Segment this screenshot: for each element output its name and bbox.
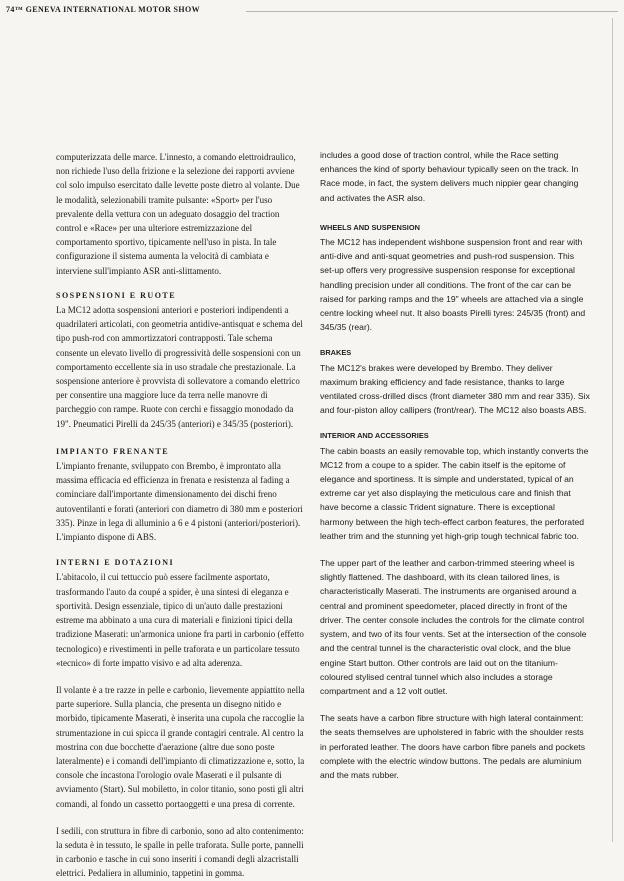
wheels-heading: WHEELS AND SUSPENSION [320, 222, 420, 232]
header-title: 74™ GENEVA INTERNATIONAL MOTOR SHOW [6, 5, 201, 14]
sospensioni-text: La MC12 adotta sospensioni anteriori e posteriori indipendenti a quadrilateri articolati, con geometria antidive-antisquat e schema del tipo push-rod con ammortizzatori contrapposti. Tale schema consente un elevato livello di progressività delle sospensioni con un comportamento eccellente sia in uso stradale che prestazionale. La sospensione anteriore è provvista di sollevatore a comando elettrico per consentire una maggiore luce da terra nelle manovre di parcheggio con rampe. Ruote con cerchi e fissaggio monodado da 19". Pneumatici Pirelli da 245/35 (anteriori) e 345/35 (posteriori). [56, 305, 303, 429]
page-header [6, 4, 618, 16]
sospensioni-heading: SOSPENSIONI E RUOTE [56, 290, 177, 300]
page-spine-line [612, 18, 613, 842]
header-rule [246, 11, 618, 12]
impianto-heading: IMPIANTO FRENANTE [56, 446, 170, 456]
brakes-text: The MC12's brakes were developed by Brembo. They deliver maximum braking efficiency and fade resistance, thanks to large ventilated cross-drilled discs (front diameter 380 mm and rear 335). Six and four-piston alloy callipers (front/rear). The MC12 also boasts ABS. [320, 362, 590, 416]
interni-paragraph-1: L'abitacolo, il cui tettuccio può essere facilmente asportato, trasformando l'auto da coupé a spider, è una sintesi di eleganza e sportività. Design essenziale, tipico di un'auto dalle prestazioni estreme ma abbinato a una cura di materiali e finizioni tipici della tradizione Maserati: un'armonica unione fra parti in carbonio (effetto tecnologico) e rivestimenti in pelle traforata e un particolare tessuto «tecnico» di forte impatto visivo e ad alta aderenza. [56, 572, 304, 668]
interior-paragraph-1: The cabin boasts an easily removable top, which instantly converts the MC12 from a coupe to a spider. The cabin itself is the epitome of elegance and sportiness. It is simple and understated, typical of an extreme car yet also displaying the meticulous care and finish that have become a classic Trident signature. There is exceptional harmony between the high tech-effect carbon features, the perforated leather trim and the stunning yet high-grip tough technical fabric too. [320, 445, 589, 541]
english-column [320, 148, 590, 782]
interni-paragraph-3: I sedili, con struttura in fibre di carbonio, sono ad alto contenimento: la seduta è in tessuto, le spalle in pelle traforata. Sulle porte, pannelli in carbonio e tasche in cui sono inseriti i comandi degli alzacristalli elettrici. Pedaliera in alluminio, tappetini in gomma. [56, 825, 304, 879]
italian-intro: computerizzata delle marce. L'innesto, a comando elettroidraulico, non richiede l'uso della frizione e la selezione dei rapporti avviene col solo impulso esercitato dalle levette poste dietro al volante. Due le modalità, selezionabili tramite pulsante: «Sport» per l'uso prevalente della vettura con un adeguato dosaggio del traction control e «Race» per una ulteriore estremizzazione del comportamento sportivo, tipicamente nell'uso in pista. In tale configurazione il sistema aumenta la velocità di cambiata e interviene sull'impianto ASR anti-slittamento. [56, 152, 300, 276]
interior-paragraph-2: The upper part of the leather and carbon-trimmed steering wheel is slightly flattened. The dashboard, with its clean tailored lines, is characteristically Maserati. The instruments are organised around a central and prominent speedometer, placed directly in front of the driver. The center console includes the controls for the climate control system, and two of its four vents. Set at the intersection of the console and the central tunnel is the characteristic oval clock, and the blue engine Start button. Other controls are laid out on the titanium-coloured stylised central tunnel which also includes a storage compartment and a 12 volt outlet. [320, 558, 587, 696]
interni-paragraph-2: Il volante è a tre razze in pelle e carbonio, lievemente appiattito nella parte superiore. Sulla plancia, che presenta un disegno nitido e morbido, tipicamente Maserati, è inserita una cupola che raccoglie la strumentazione in cui spicca il grande contagiri centrale. Al centro la mostrina con due bocchette d'aerazione (altre due sono poste lateralmente) e i comandi dell'impianto di climatizzazione e, sotto, la console che incastona l'orologio ovale Maserati e il pulsante di avviamento (Start). Sul mobiletto, in color titanio, sono posti gli altri comandi, al fondo un cassetto portaoggetti e una presa di corrente. [56, 684, 305, 809]
interior-heading: INTERIOR AND ACCESSORIES [320, 431, 429, 441]
interni-heading: INTERNI E DOTAZIONI [56, 558, 175, 568]
impianto-text: L'impianto frenante, sviluppato con Brembo, è improntato alla massima efficacia ed efficienza in frenata e resistenza al fading a cominciare dall'importante dimensionamento dei dischi freno autoventilanti e forati (anteriori con diametro di 380 mm e posteriori 335). Pinze in lega di alluminio a 6 e 4 pistoni (anteriori/posteriori). L'impianto dispone di ABS. [56, 461, 303, 543]
wheels-text: The MC12 has independent wishbone suspension front and rear with anti-dive and anti-squat geometries and push-rod suspension. This set-up offers very progressive suspension response for exceptional handling precision under all conditions. The front of the car can be raised for parking ramps and the 19" wheels are attached via a single centre locking wheel nut. It also boasts Pirelli tyres: 245/35 (front) and 345/35 (rear). [320, 237, 586, 333]
brakes-heading: BRAKES [320, 348, 352, 358]
english-intro: includes a good dose of traction control, while the Race setting enhances the kind of sporty behaviour typically seen on the track. In Race mode, in fact, the system delivers much nippier gear changing and activates the ASR also. [320, 150, 579, 203]
italian-column [56, 150, 306, 881]
interior-paragraph-3: The seats have a carbon fibre structure with high lateral containment: the seats themselves are upholstered in fabric with the shoulder rests in perforated leather. The doors have carbon fibre panels and pockets complete with the electric window buttons. The pedals are aluminium and the mats rubber. [320, 713, 585, 780]
